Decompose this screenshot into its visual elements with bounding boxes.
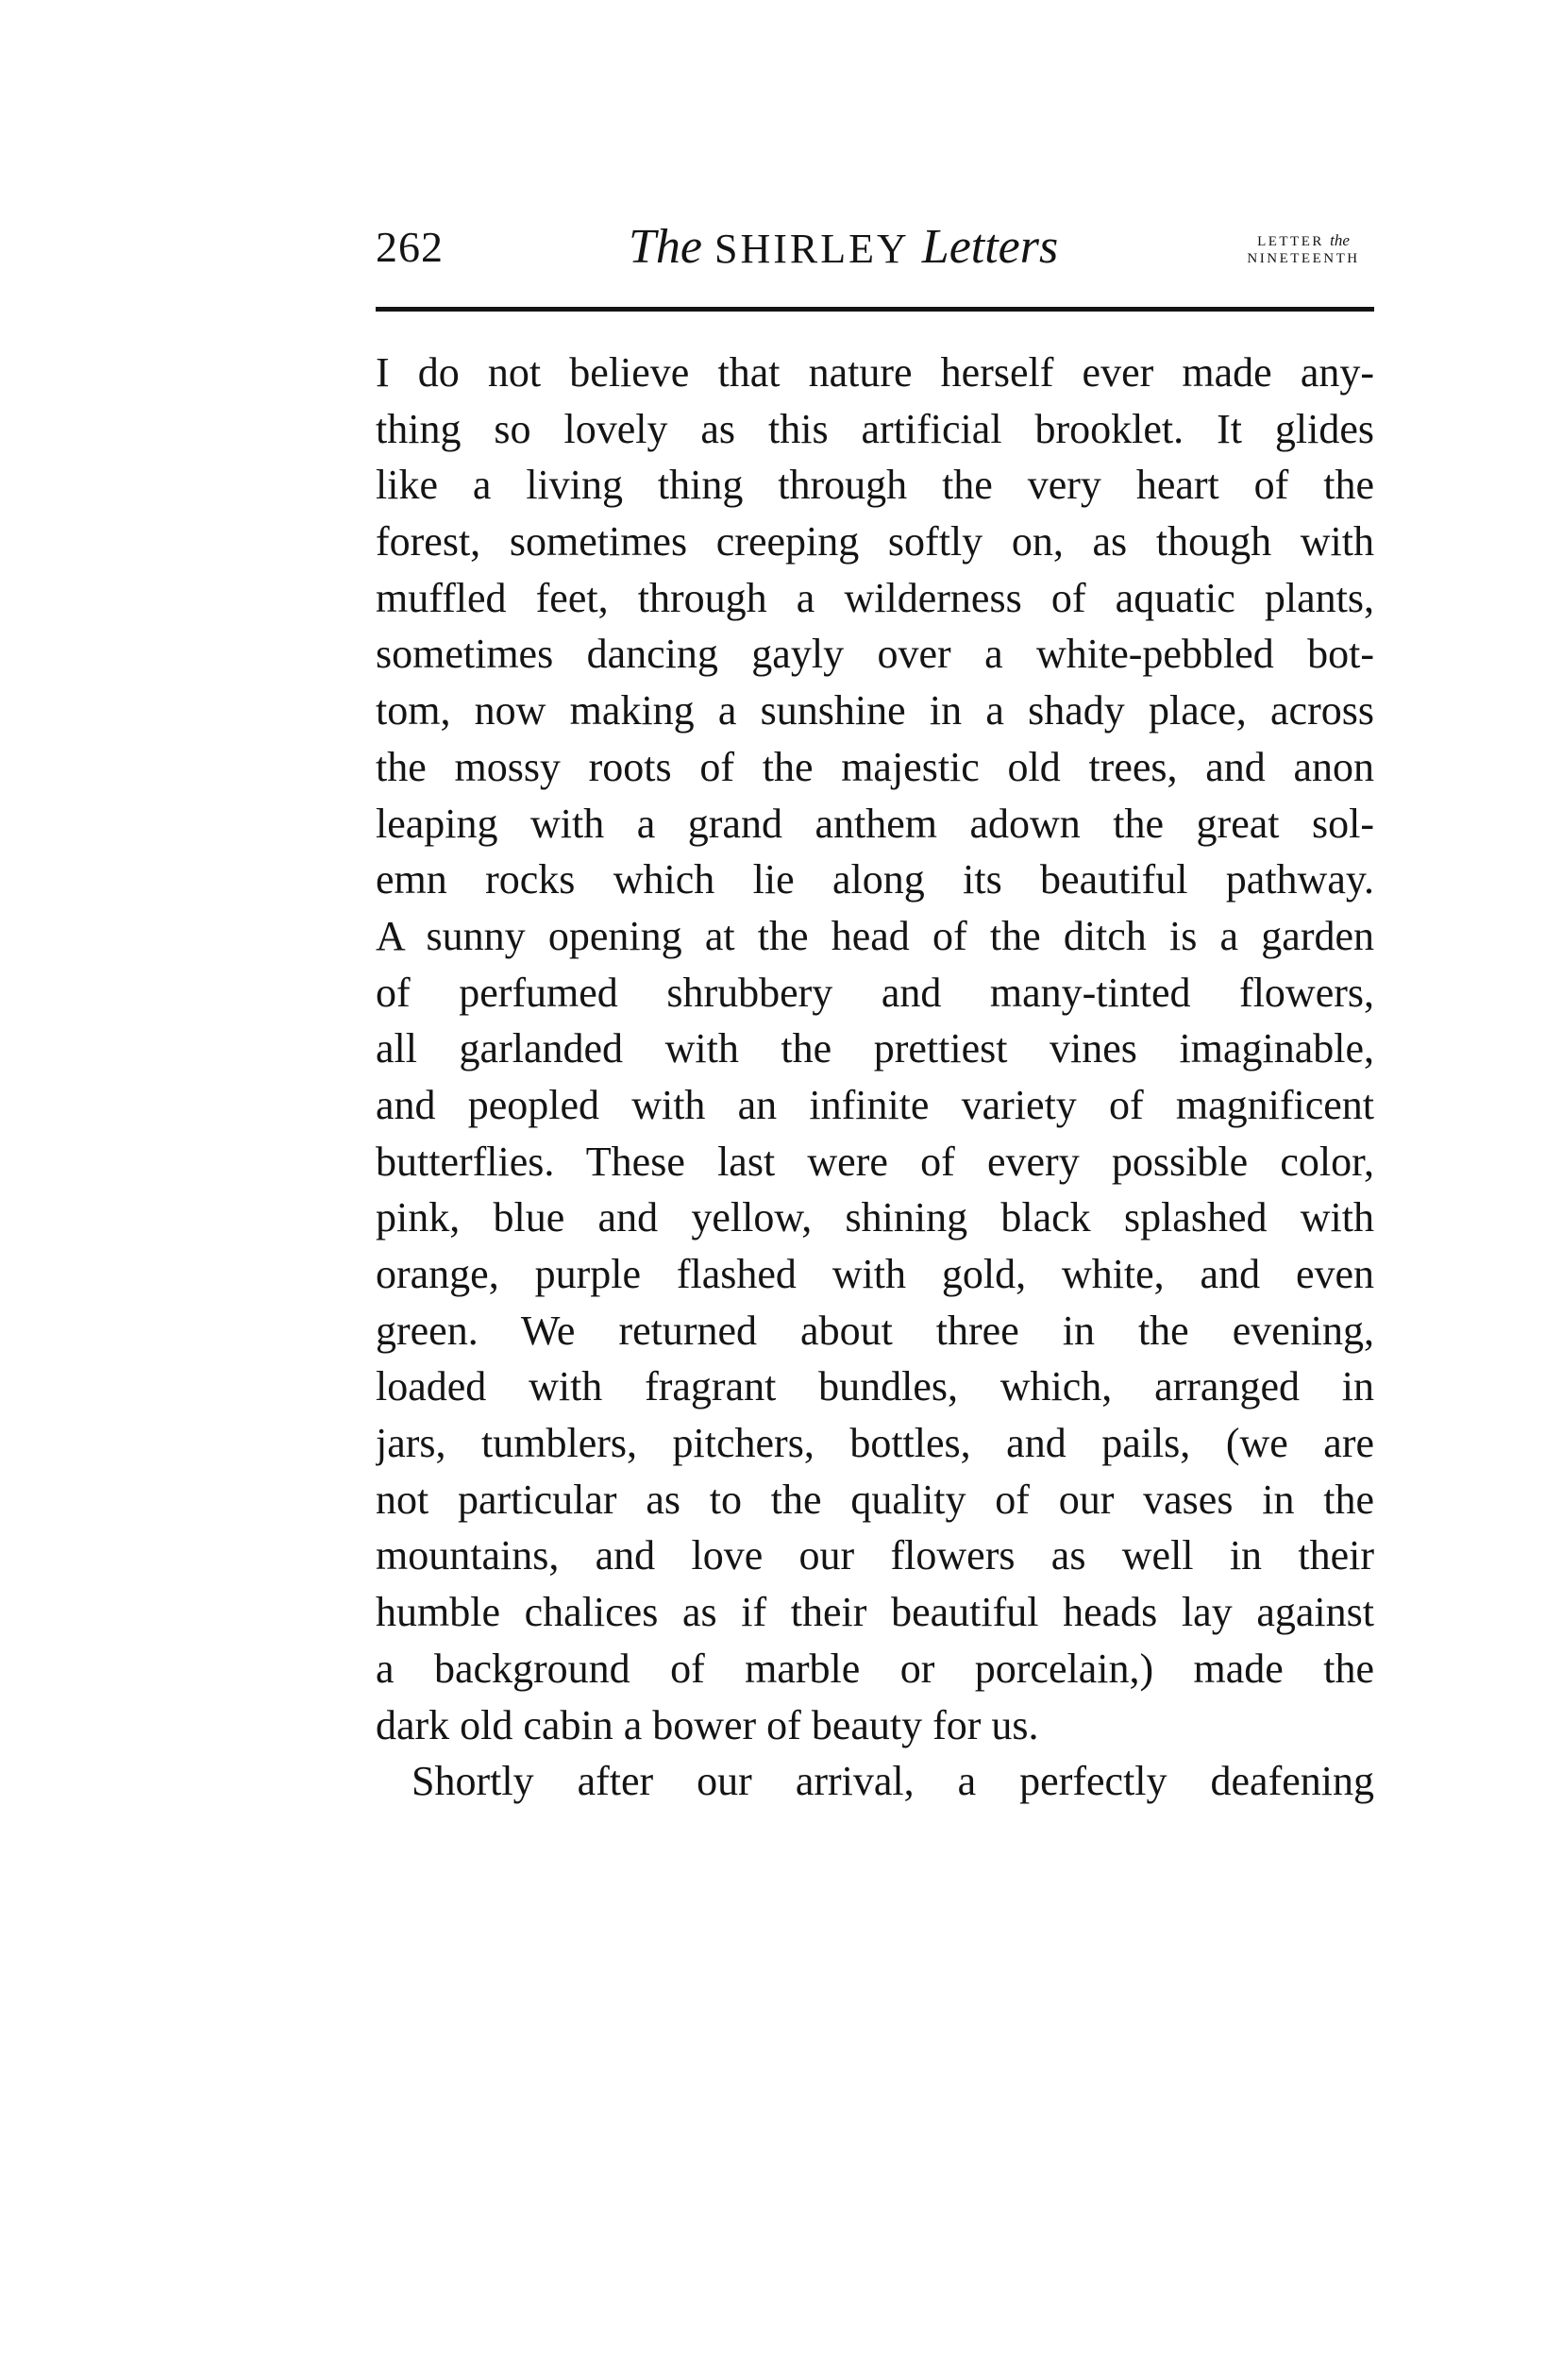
text-line: pink, blue and yellow, shining black splashed with xyxy=(376,1194,1374,1241)
letter-label xyxy=(1233,232,1374,267)
text-line: mountains, and love our flowers as well in their xyxy=(376,1532,1374,1579)
letter-label-word: LETTER xyxy=(1257,234,1324,249)
text-line: and peopled with an infinite variety of magnificent xyxy=(376,1081,1374,1128)
body-text xyxy=(376,345,1374,1810)
running-head xyxy=(376,219,1374,285)
text-line: not particular as to the quality of our vases in the xyxy=(376,1476,1374,1523)
text-line: sometimes dancing gayly over a white-pebbled bot- xyxy=(376,631,1374,678)
text-line: orange, purple flashed with gold, white, and even xyxy=(376,1251,1374,1297)
text-line: thing so lovely as this artificial brooklet. It glides xyxy=(376,405,1374,452)
book-title-shirley: SHIRLEY xyxy=(714,226,910,272)
text-line: all garlanded with the prettiest vines imaginable, xyxy=(376,1025,1374,1072)
book-title-the: The xyxy=(629,220,702,274)
text-line: a background of marble or porcelain,) made the xyxy=(376,1645,1374,1692)
text-line: like a living thing through the very heart of the xyxy=(376,462,1374,509)
text-line: tom, now making a sunshine in a shady place, across xyxy=(376,687,1374,734)
book-title xyxy=(629,219,1058,278)
text-line: I do not believe that nature herself ever made any- xyxy=(376,349,1374,396)
text-line: dark old cabin a bower of beauty for us. xyxy=(376,1701,1039,1748)
text-line: A sunny opening at the head of the ditch is a garden xyxy=(376,912,1374,959)
text-line: muffled feet, through a wilderness of aquatic plants, xyxy=(376,574,1374,621)
book-title-letters: Letters xyxy=(921,220,1059,274)
text-line: loaded with fragrant bundles, which, arranged in xyxy=(376,1363,1374,1410)
letter-label-the: the xyxy=(1330,231,1350,249)
text-line: the mossy roots of the majestic old trees, and anon xyxy=(376,743,1374,790)
header-rule xyxy=(376,307,1374,312)
text-line: jars, tumblers, pitchers, bottles, and pails, (we are xyxy=(376,1420,1374,1467)
text-line: green. We returned about three in the evening, xyxy=(376,1307,1374,1354)
page-number: 262 xyxy=(376,223,444,271)
letter-label-top xyxy=(1233,232,1374,250)
letter-label-ordinal: NINETEENTH xyxy=(1247,251,1360,266)
text-line: of perfumed shrubbery and many-tinted flowers, xyxy=(376,969,1374,1016)
text-line: Shortly after our arrival, a perfectly deafening xyxy=(411,1758,1374,1805)
text-line: butterflies. These last were of every possible color, xyxy=(376,1138,1374,1185)
text-line: forest, sometimes creeping softly on, as though with xyxy=(376,518,1374,565)
text-line: emn rocks which lie along its beautiful pathway. xyxy=(376,856,1374,903)
text-line: leaping with a grand anthem adown the great sol- xyxy=(376,800,1374,847)
text-line: humble chalices as if their beautiful heads lay against xyxy=(376,1589,1374,1636)
